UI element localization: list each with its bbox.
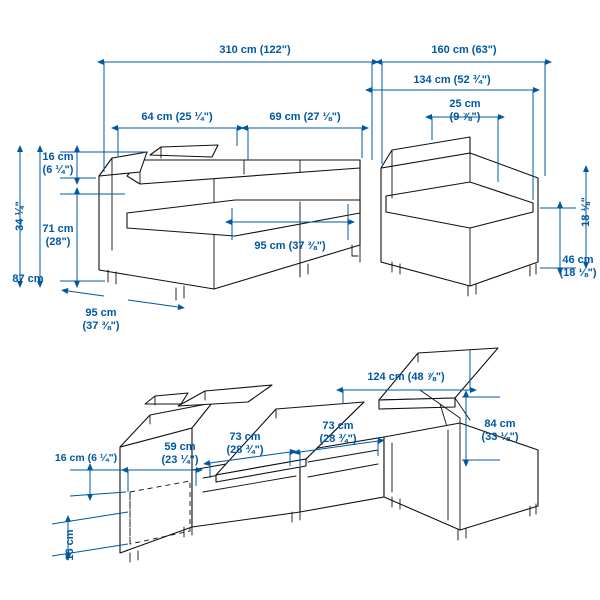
dim-16-left: 16 cm (6 ¼"): [54, 451, 118, 464]
dim-124: 124 cm (48 ⅞"): [367, 370, 445, 383]
dim-18-inch: 18 ⅛": [579, 197, 592, 227]
dim-73a-line1: 73 cm: [229, 430, 261, 443]
dim-73a-line2: (28 ¾"): [226, 443, 264, 456]
dim-59-line1: 59 cm: [164, 440, 196, 453]
dim-73b-line2: (28 ¾"): [319, 432, 357, 445]
dim-310: 310 cm (122"): [219, 43, 291, 56]
dim-69: 69 cm (27 ⅛"): [269, 110, 341, 123]
dim-84-line1: 84 cm: [484, 417, 516, 430]
sofa-front-view-drawing: [99, 137, 538, 300]
dim-87: 87 cm: [12, 272, 44, 285]
dim-46-line1: 46 cm: [562, 253, 594, 266]
dim-71-line2: (28"): [45, 235, 71, 248]
dim-46-line2: (18 ⅛"): [559, 266, 597, 279]
dim-25-line2: (9 ⅞"): [449, 110, 481, 123]
dim-95-depth-line1: 95 cm: [85, 306, 117, 319]
dim-84-line2: (33 ⅛"): [481, 430, 519, 443]
dim-16-line1: 16 cm: [42, 150, 74, 163]
dim-134: 134 cm (52 ¾"): [413, 73, 491, 86]
dim-16-bottom: 16 cm: [63, 529, 76, 561]
dim-34-inch: 34 ¼": [13, 201, 26, 231]
dim-59-line2: (23 ¼"): [161, 453, 199, 466]
dim-95-seat: 95 cm (37 ⅜"): [254, 239, 326, 252]
dim-25-line1: 25 cm: [449, 97, 481, 110]
dim-16-line2: (6 ¼"): [42, 163, 74, 176]
dim-73b-line1: 73 cm: [322, 419, 354, 432]
dim-95-depth-line2: (37 ⅜"): [82, 319, 120, 332]
dim-64: 64 cm (25 ¼"): [141, 110, 213, 123]
dim-71-line1: 71 cm: [42, 222, 74, 235]
dim-160: 160 cm (63"): [431, 43, 497, 56]
